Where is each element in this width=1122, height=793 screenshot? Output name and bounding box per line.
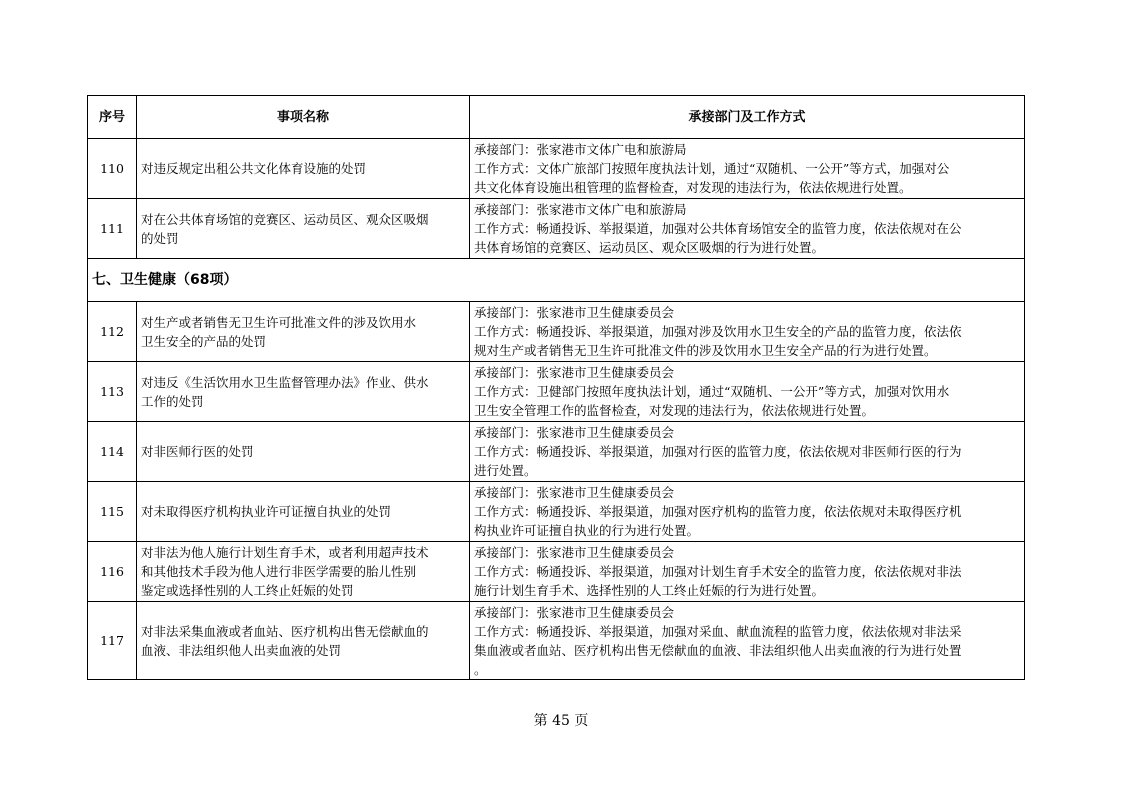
header-no: 序号 <box>88 96 137 139</box>
work-line: 承接部门：张家港市文体广电和旅游局 <box>474 202 687 217</box>
item-name-line: 对生产或者销售无卫生许可批准文件的涉及饮用水 <box>141 314 417 330</box>
row-number: 112 <box>88 302 137 362</box>
work-line: 工作方式：畅通投诉、举报渠道，加强对计划生育手术安全的监管力度，依法依规对非法 <box>474 564 962 579</box>
section-row <box>88 259 1025 302</box>
department-and-method <box>470 602 1025 680</box>
header-work: 承接部门及工作方式 <box>470 96 1025 139</box>
work-line: 承接部门：张家港市卫生健康委员会 <box>474 545 675 560</box>
work-line: 。 <box>474 661 487 677</box>
work-line: 规对生产或者销售无卫生许可批准文件的涉及饮用水卫生安全产品的行为进行处置。 <box>474 343 937 358</box>
department-and-method <box>470 302 1025 362</box>
table-row <box>88 422 1025 482</box>
row-number: 116 <box>88 542 137 602</box>
item-name-line: 的处罚 <box>141 230 179 246</box>
section-title: 七、卫生健康（68项） <box>88 259 1025 302</box>
item-name <box>137 482 470 542</box>
work-line: 工作方式：畅通投诉、举报渠道，加强对公共体育场馆安全的监管力度，依法依规对在公 <box>474 221 962 236</box>
work-line: 工作方式：畅通投诉、举报渠道，加强对行医的监管力度，依法依规对非医师行医的行为 <box>474 444 962 459</box>
item-name-line: 卫生安全的产品的处罚 <box>141 333 267 349</box>
section-body <box>88 259 1025 302</box>
item-name-line: 对非法为他人施行计划生育手术，或者利用超声技术 <box>141 545 429 560</box>
header-name: 事项名称 <box>137 96 470 139</box>
work-line: 卫生安全管理工作的监督检查，对发现的违法行为，依法依规进行处置。 <box>474 403 875 418</box>
work-line: 共体育场馆的竞赛区、运动员区、观众区吸烟的行为进行处置。 <box>474 240 825 255</box>
work-line: 施行计划生育手术、选择性别的人工终止妊娠的行为进行处置。 <box>474 583 825 598</box>
department-and-method <box>470 199 1025 259</box>
row-number: 115 <box>88 482 137 542</box>
work-line: 承接部门：张家港市卫生健康委员会 <box>474 485 675 500</box>
work-line: 承接部门：张家港市文体广电和旅游局 <box>474 142 687 157</box>
item-name-line: 对在公共体育场馆的竞赛区、运动员区、观众区吸烟 <box>141 211 429 227</box>
table-header-row <box>88 96 1025 139</box>
work-line: 共文化体育设施出租管理的监督检查，对发现的违法行为，依法依规进行处置。 <box>474 180 912 195</box>
department-and-method <box>470 139 1025 199</box>
work-line: 工作方式：文体广旅部门按照年度执法计划，通过“双随机、一公开”等方式，加强对公 <box>474 161 950 176</box>
item-name <box>137 139 470 199</box>
items-table <box>87 95 1025 680</box>
row-number: 110 <box>88 139 137 199</box>
work-line: 工作方式：畅通投诉、举报渠道，加强对涉及饮用水卫生安全的产品的监管力度，依法依 <box>474 324 962 339</box>
work-line: 进行处置。 <box>474 463 537 478</box>
work-line: 承接部门：张家港市卫生健康委员会 <box>474 425 675 440</box>
row-number: 111 <box>88 199 137 259</box>
item-name-line: 血液、非法组织他人出卖血液的处罚 <box>141 642 342 658</box>
item-name <box>137 422 470 482</box>
table-row <box>88 139 1025 199</box>
item-name <box>137 602 470 680</box>
item-name-line: 对违反规定出租公共文化体育设施的处罚 <box>141 161 367 176</box>
table-body-culture <box>88 139 1025 259</box>
work-line: 工作方式：畅通投诉、举报渠道，加强对采血、献血流程的监管力度，依法依规对非法采 <box>474 623 962 639</box>
work-line: 承接部门：张家港市卫生健康委员会 <box>474 604 675 620</box>
work-line: 承接部门：张家港市卫生健康委员会 <box>474 305 675 320</box>
item-name <box>137 302 470 362</box>
item-name-line: 对未取得医疗机构执业许可证擅自执业的处罚 <box>141 504 392 519</box>
page-number: 第 45 页 <box>533 713 589 729</box>
department-and-method <box>470 482 1025 542</box>
department-and-method <box>470 362 1025 422</box>
table-row <box>88 602 1025 680</box>
item-name-line: 鉴定或选择性别的人工终止妊娠的处罚 <box>141 583 354 598</box>
table-row <box>88 542 1025 602</box>
table-body-health <box>88 302 1025 680</box>
item-name <box>137 199 470 259</box>
table-row <box>88 302 1025 362</box>
department-and-method <box>470 422 1025 482</box>
department-and-method <box>470 542 1025 602</box>
item-name-line: 对违反《生活饮用水卫生监督管理办法》作业、供水 <box>141 374 429 390</box>
item-name <box>137 362 470 422</box>
row-number: 114 <box>88 422 137 482</box>
work-line: 工作方式：畅通投诉、举报渠道，加强对医疗机构的监管力度，依法依规对未取得医疗机 <box>474 504 962 519</box>
work-line: 工作方式：卫健部门按照年度执法计划，通过“双随机、一公开”等方式，加强对饮用水 <box>474 384 950 399</box>
item-name-line: 对非法采集血液或者血站、医疗机构出售无偿献血的 <box>141 623 429 639</box>
item-name <box>137 542 470 602</box>
item-name-line: 和其他技术手段为他人进行非医学需要的胎儿性别 <box>141 564 417 579</box>
table-row <box>88 199 1025 259</box>
row-number: 117 <box>88 602 137 680</box>
table-row <box>88 362 1025 422</box>
item-name-line: 对非医师行医的处罚 <box>141 444 254 459</box>
item-name-line: 工作的处罚 <box>141 393 204 409</box>
work-line: 构执业许可证擅自执业的行为进行处置。 <box>474 523 700 538</box>
row-number: 113 <box>88 362 137 422</box>
work-line: 承接部门：张家港市卫生健康委员会 <box>474 365 675 380</box>
work-line: 集血液或者血站、医疗机构出售无偿献血的血液、非法组织他人出卖血液的行为进行处置 <box>474 642 962 658</box>
table-row <box>88 482 1025 542</box>
